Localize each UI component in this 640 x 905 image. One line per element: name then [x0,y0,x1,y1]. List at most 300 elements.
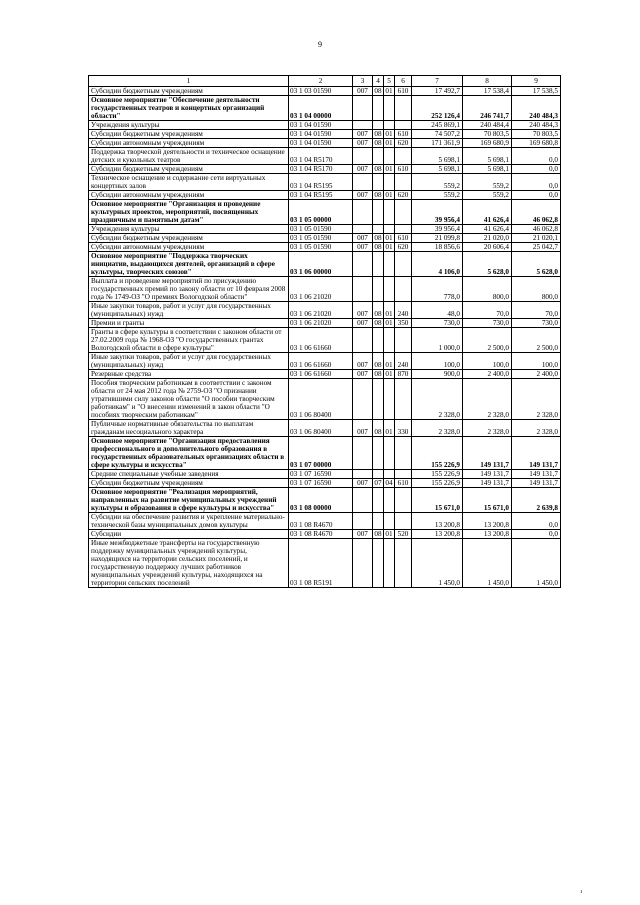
row-value-9: 21 020,1 [512,234,561,243]
row-value-9: 2 400,0 [512,370,561,379]
row-code: 03 1 07 16590 [289,479,353,488]
row-name: Субсидии автономным учреждениям [89,243,289,252]
row-code: 03 1 08 R5191 [289,539,353,588]
row-c6: 330 [395,420,412,437]
row-c4 [373,174,384,191]
table-row [89,130,561,139]
row-c6 [395,379,412,420]
row-value-8: 169 680,9 [463,139,512,148]
row-c3 [353,148,373,165]
row-value-9: 149 131,7 [512,470,561,479]
row-value-9: 70 803,5 [512,130,561,139]
row-code: 03 1 06 80400 [289,379,353,420]
row-c3 [353,539,373,588]
row-c3 [353,328,373,353]
row-c6: 610 [395,165,412,174]
header-cell: 4 [373,76,384,87]
row-value-9: 149 131,7 [512,437,561,470]
row-value-9: 5 628,0 [512,252,561,277]
row-c4: 08 [374,165,382,173]
row-name: Субсидии бюджетным учреждениям [89,130,289,139]
row-c6 [395,148,412,165]
row-c3 [353,174,373,191]
row-c4 [373,225,384,234]
row-c4: 08 [374,191,382,199]
row-name: Учреждения культуры [89,225,289,234]
row-value-9: 2 639,8 [512,488,561,513]
row-c4 [373,488,384,513]
table-row [89,165,561,174]
row-name: Поддержка творческой деятельности и техническое оснащение детских и кукольных театров [89,148,289,165]
row-code: 03 1 04 01590 [289,139,353,148]
row-c6 [395,277,412,302]
row-value-8: 70 803,5 [463,130,512,139]
header-cell: 2 [289,76,353,87]
budget-table [88,75,561,588]
row-c5: 01 [385,234,393,242]
row-name: Основное мероприятие "Реализация мероприятий, направленных на развитие муниципальных учреждений культуры и образования в сфере культуры и искусства" [89,488,289,513]
row-value-7: 4 106,0 [412,252,463,277]
row-c4 [373,539,384,588]
table-row [89,319,561,328]
row-c6: 610 [395,87,412,96]
row-code: 03 1 08 00000 [289,488,353,513]
row-code: 03 1 05 01590 [289,234,353,243]
row-value-7: 559,2 [412,174,463,191]
row-c5: 01 [385,130,393,138]
row-code: 03 1 06 00000 [289,252,353,277]
row-c5 [384,148,395,165]
row-name: Субсидии автономным учреждениям [89,191,289,200]
row-c5 [384,96,395,121]
row-c6: 620 [395,243,412,252]
row-value-8: 2 500,0 [463,328,512,353]
row-value-8: 15 671,0 [463,488,512,513]
row-name: Иные межбюджетные трансферты на государственную поддержку муниципальных учреждений культуры, находящихся на территории сельских поселений, и государственную поддержку лучших работников муниципальных учреждений культуры, находящихся на территории сельских поселений [89,539,289,588]
row-c6 [395,437,412,470]
row-c5 [384,328,395,353]
row-name: Премии и гранты [89,319,289,328]
row-c5 [384,252,395,277]
row-value-9: 46 062,8 [512,225,561,234]
row-value-9: 0,0 [512,148,561,165]
row-value-9: 46 062,8 [512,200,561,225]
table-row [89,174,561,191]
row-value-9: 0,0 [512,165,561,174]
table-row [89,379,561,420]
row-c5 [384,200,395,225]
row-value-7: 74 507,2 [412,130,463,139]
table-row [89,420,561,437]
row-c3: 007 [353,165,373,174]
row-value-8: 13 200,8 [463,530,512,539]
row-c4 [373,121,384,130]
row-code: 03 1 03 01590 [289,87,353,96]
row-c6: 240 [395,302,412,319]
row-c4 [373,252,384,277]
row-c5: 01 [385,370,393,378]
row-c5 [384,513,395,530]
row-c6 [395,200,412,225]
row-c3 [353,200,373,225]
row-c4 [373,437,384,470]
header-row [89,76,561,87]
row-value-7: 17 492,7 [412,87,463,96]
footer-mark: ı [580,889,582,895]
row-c3: 007 [353,243,373,252]
row-c4: 08 [373,302,384,319]
row-value-9: 1 450,0 [512,539,561,588]
row-value-7: 2 328,0 [412,420,463,437]
row-c3 [353,488,373,513]
row-c6: 240 [395,353,412,370]
row-c5 [384,121,395,130]
table-row [89,488,561,513]
row-c6: 520 [395,530,412,539]
row-c4: 08 [374,234,382,242]
row-value-7: 245 869,1 [412,121,463,130]
row-c4: 08 [374,243,382,251]
row-c3: 007 [353,479,373,488]
row-code: 03 1 06 61660 [289,353,353,370]
row-c4: 08 [373,420,384,437]
row-c4 [373,200,384,225]
row-code: 03 1 04 00000 [289,96,353,121]
row-code: 03 1 05 00000 [289,200,353,225]
header-cell: 8 [463,76,512,87]
row-code: 03 1 06 61660 [289,328,353,353]
row-name: Субсидии бюджетным учреждениям [89,234,289,243]
row-value-8: 246 741,7 [463,96,512,121]
table-row [89,96,561,121]
table-row [89,139,561,148]
row-code: 03 1 07 00000 [289,437,353,470]
row-value-7: 1 450,0 [412,539,463,588]
table-row [89,513,561,530]
row-c3 [353,252,373,277]
row-value-8: 730,0 [463,319,512,328]
page-number: 9 [318,40,322,49]
row-value-8: 149 131,7 [463,437,512,470]
row-value-7: 15 671,0 [412,488,463,513]
row-value-9: 800,0 [512,277,561,302]
row-value-8: 2 400,0 [463,370,512,379]
row-c5 [384,539,395,588]
row-c4: 08 [374,370,382,378]
row-code: 03 1 06 61660 [289,370,353,379]
row-c5 [384,379,395,420]
row-c6 [395,488,412,513]
row-c4 [373,470,384,479]
row-c3: 007 [353,353,373,370]
row-value-9: 25 042,7 [512,243,561,252]
row-value-7: 5 698,1 [412,165,463,174]
header-cell: 1 [89,76,289,87]
row-value-7: 900,0 [412,370,463,379]
row-code: 03 1 04 R5170 [289,165,353,174]
row-name: Гранты в сфере культуры в соответствии с законом области от 27.02.2009 года № 1968-ОЗ "О государственных грантах Вологодской области в сфере культуры" [89,328,289,353]
row-value-9: 169 680,8 [512,139,561,148]
row-code: 03 1 06 21020 [289,302,353,319]
row-value-9: 240 484,3 [512,96,561,121]
row-c5: 01 [385,243,393,251]
row-c5: 01 [385,191,393,199]
row-code: 03 1 04 R5195 [289,174,353,191]
row-c5 [384,470,395,479]
row-value-7: 48,0 [412,302,463,319]
row-code: 03 1 04 01590 [289,130,353,139]
row-value-8: 149 131,7 [463,479,512,488]
row-name: Пособия творческим работникам в соответствии с законом области от 24 мая 2012 года № 2759-ОЗ "О признании утратившими силу законов области "О пособии творческим работникам" и "О внесении изменений в закон области "О пособиях творческим работникам" [89,379,289,420]
row-value-8: 1 450,0 [463,539,512,588]
table-row [89,437,561,470]
row-c3 [353,470,373,479]
row-c5: 01 [385,165,393,173]
row-value-7: 171 361,9 [412,139,463,148]
row-c5 [384,488,395,513]
row-name: Субсидии бюджетным учреждениям [89,479,289,488]
row-value-9: 0,0 [512,174,561,191]
row-c5 [384,277,395,302]
row-name: Основное мероприятие "Поддержка творческих инициатив, выдающихся деятелей, организаций в сфере культуры, творческих союзов" [89,252,289,277]
header-cell: 9 [512,76,561,87]
table-row [89,539,561,588]
row-c5: 01 [384,302,395,319]
row-c4: 08 [374,130,382,138]
row-value-7: 252 126,4 [412,96,463,121]
row-name: Выплата и проведение мероприятий по присуждению государственных премий по закону области от 10 февраля 2008 года № 1749-ОЗ "О премиях Вологодской области" [89,277,289,302]
row-c3 [353,96,373,121]
row-value-9: 0,0 [512,530,561,539]
row-code: 03 1 04 01590 [289,121,353,130]
row-value-8: 70,0 [463,302,512,319]
row-name: Субсидии бюджетным учреждениям [89,165,289,174]
row-c5 [384,437,395,470]
table-row [89,530,561,539]
row-c4: 08 [374,139,382,147]
table-row [89,148,561,165]
row-c4: 07 [374,479,382,487]
row-c5: 01 [384,420,395,437]
row-c3: 007 [353,130,373,139]
row-name: Техническое оснащение и содержание сети виртуальных концертных залов [89,174,289,191]
row-value-7: 155 226,9 [412,470,463,479]
row-name: Резервные средства [89,370,289,379]
row-c3 [353,121,373,130]
row-c3: 007 [353,319,373,328]
row-c6: 610 [395,130,412,139]
row-code: 03 1 05 01590 [289,243,353,252]
row-c4: 08 [373,353,384,370]
row-value-8: 5 698,1 [463,165,512,174]
row-value-7: 1 000,0 [412,328,463,353]
row-value-7: 21 099,8 [412,234,463,243]
row-value-7: 18 856,6 [412,243,463,252]
row-code: 03 1 08 R4670 [289,530,353,539]
row-c6 [395,121,412,130]
row-c6 [395,470,412,479]
row-c4 [373,379,384,420]
row-c5: 01 [385,530,393,538]
row-value-7: 5 698,1 [412,148,463,165]
row-c4: 08 [374,87,382,95]
row-name: Субсидии бюджетным учреждениям [89,87,289,96]
row-value-7: 39 956,4 [412,200,463,225]
header-cell: 5 [384,76,395,87]
row-code: 03 1 06 80400 [289,420,353,437]
row-c6 [395,174,412,191]
row-c5: 01 [384,353,395,370]
row-code: 03 1 04 R5170 [289,148,353,165]
row-code: 03 1 06 21020 [289,319,353,328]
row-value-9: 100,0 [512,353,561,370]
row-c3 [353,277,373,302]
row-value-8: 41 626,4 [463,200,512,225]
row-value-7: 778,0 [412,277,463,302]
row-name: Средние специальные учебные заведения [89,470,289,479]
row-c3: 007 [353,530,373,539]
row-code: 03 1 05 01590 [289,225,353,234]
row-value-9: 2 328,0 [512,420,561,437]
row-value-7: 13 200,8 [412,530,463,539]
row-value-9: 2 500,0 [512,328,561,353]
row-value-9: 730,0 [512,319,561,328]
row-value-8: 800,0 [463,277,512,302]
row-value-9: 0,0 [512,191,561,200]
row-c3: 007 [353,234,373,243]
row-c4 [373,148,384,165]
row-c4 [373,328,384,353]
row-name: Основное мероприятие "Обеспечение деятельности государственных театров и концертных организаций области" [89,96,289,121]
table-row [89,302,561,319]
row-c6: 610 [395,234,412,243]
row-value-8: 5 628,0 [463,252,512,277]
table-row [89,353,561,370]
row-c6 [395,328,412,353]
table-row [89,121,561,130]
row-value-8: 13 200,8 [463,513,512,530]
row-c6 [395,252,412,277]
row-c3: 007 [353,370,373,379]
row-c6: 620 [395,191,412,200]
row-value-8: 17 538,4 [463,87,512,96]
header-cell: 7 [412,76,463,87]
row-name: Субсидии автономным учреждениям [89,139,289,148]
row-c3 [353,437,373,470]
row-value-8: 5 698,1 [463,148,512,165]
row-value-8: 240 484,4 [463,121,512,130]
row-c4: 08 [374,319,382,327]
row-code: 03 1 08 R4670 [289,513,353,530]
row-value-9: 149 131,7 [512,479,561,488]
table-row [89,277,561,302]
row-c6: 870 [395,370,412,379]
row-c5: 01 [385,87,393,95]
header-cell: 3 [353,76,373,87]
row-name: Иные закупки товаров, работ и услуг для государственных (муниципальных) нужд [89,353,289,370]
row-c6: 350 [395,319,412,328]
row-name: Субсидии [89,530,289,539]
row-value-8: 2 328,0 [463,379,512,420]
row-value-8: 21 020,0 [463,234,512,243]
row-value-7: 13 200,8 [412,513,463,530]
row-c4 [373,277,384,302]
row-value-9: 70,0 [512,302,561,319]
row-value-7: 155 226,9 [412,479,463,488]
row-value-7: 2 328,0 [412,379,463,420]
row-value-8: 20 606,4 [463,243,512,252]
row-value-9: 240 484,3 [512,121,561,130]
table-row [89,243,561,252]
row-c5: 04 [385,479,393,487]
row-value-8: 559,2 [463,174,512,191]
table-row [89,370,561,379]
table-row [89,225,561,234]
row-c6 [395,225,412,234]
row-value-9: 2 328,0 [512,379,561,420]
table-row [89,191,561,200]
row-value-8: 559,2 [463,191,512,200]
row-value-7: 100,0 [412,353,463,370]
row-name: Иные закупки товаров, работ и услуг для государственных (муниципальных) нужд [89,302,289,319]
header-cell: 6 [395,76,412,87]
row-name: Публичные нормативные обязательства по выплатам гражданам несоциального характера [89,420,289,437]
table-row [89,470,561,479]
row-c6 [395,539,412,588]
row-value-7: 730,0 [412,319,463,328]
row-c4 [373,513,384,530]
row-c3: 007 [353,420,373,437]
row-c5: 01 [385,319,393,327]
table-row [89,234,561,243]
row-c3: 007 [353,191,373,200]
row-c6: 620 [395,139,412,148]
table-row [89,87,561,96]
row-c3: 007 [353,139,373,148]
row-value-7: 155 226,9 [412,437,463,470]
row-c4: 08 [374,530,382,538]
row-value-7: 559,2 [412,191,463,200]
row-c6 [395,96,412,121]
row-c3 [353,379,373,420]
table-row [89,252,561,277]
row-name: Основное мероприятие "Организация и проведение культурных проектов, мероприятий, посвященных праздничным и памятным датам" [89,200,289,225]
row-value-9: 17 538,5 [512,87,561,96]
row-value-8: 2 328,0 [463,420,512,437]
row-code: 03 1 07 16590 [289,470,353,479]
row-c6: 610 [395,479,412,488]
row-c5 [384,225,395,234]
row-code: 03 1 06 21020 [289,277,353,302]
row-c5: 01 [385,139,393,147]
row-c5 [384,174,395,191]
row-name: Учреждения культуры [89,121,289,130]
table-row [89,200,561,225]
row-c4 [373,96,384,121]
row-c3: 007 [353,302,373,319]
row-value-8: 100,0 [463,353,512,370]
table-row [89,328,561,353]
row-c3 [353,225,373,234]
row-name: Субсидии на обеспечение развития и укрепление материально-технической базы муниципальных домов культуры [89,513,289,530]
row-c6 [395,513,412,530]
row-c3: 007 [353,87,373,96]
row-value-8: 149 131,7 [463,470,512,479]
row-value-9: 0,0 [512,513,561,530]
row-code: 03 1 04 R5195 [289,191,353,200]
row-name: Основное мероприятие "Организация предоставления профессионального и дополнительного образования в государственных образовательных организациях области в сфере культуры и искусства" [89,437,289,470]
row-value-8: 41 626,4 [463,225,512,234]
